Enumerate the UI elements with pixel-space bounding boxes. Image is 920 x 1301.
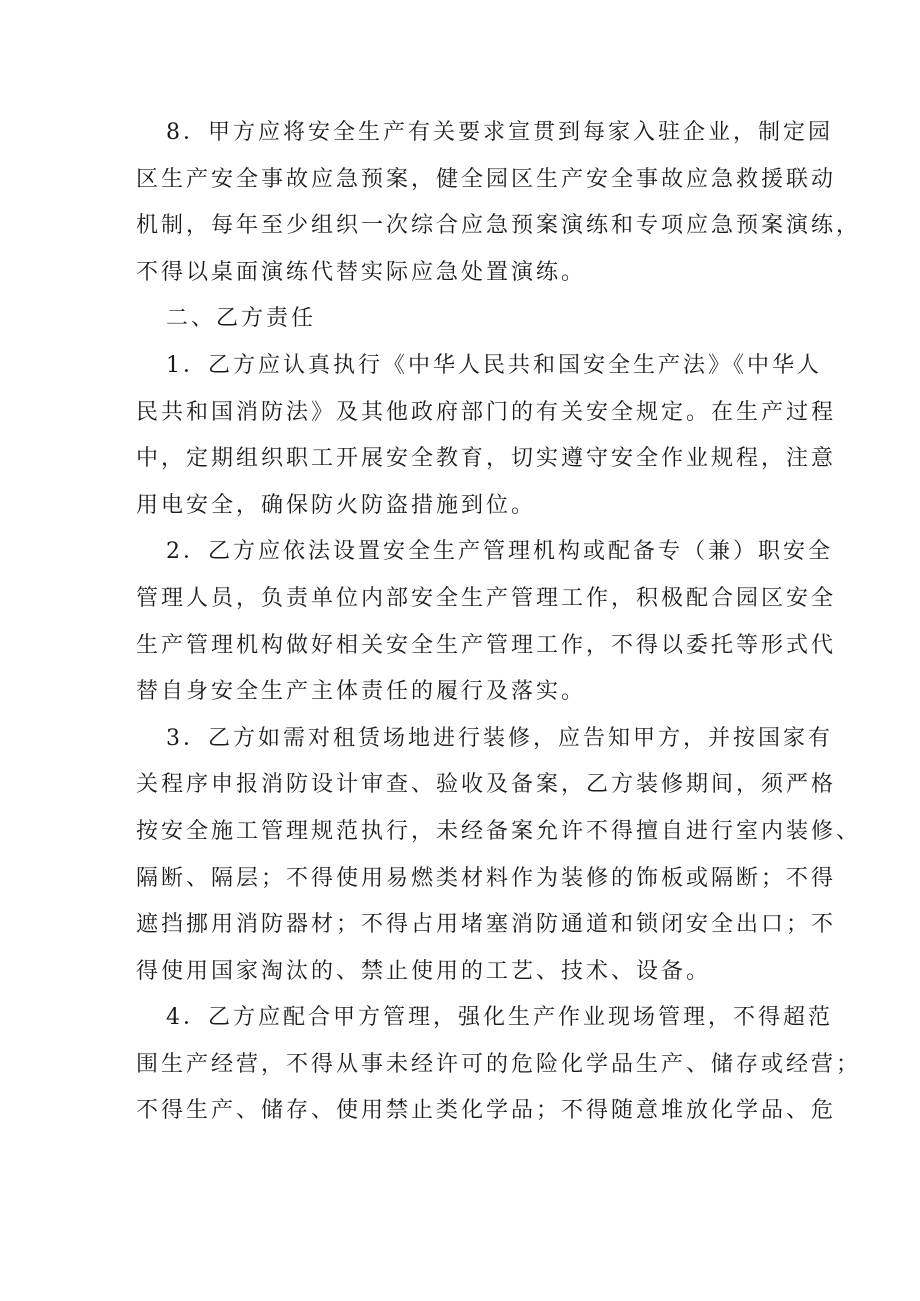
paragraph-line: 替自身安全生产主体责任的履行及落实。 — [136, 679, 587, 705]
paragraph-line: 8．甲方应将安全生产有关要求宣贯到每家入驻企业，制定园 — [166, 120, 833, 145]
section-title-party-b: 二、乙方责任 — [166, 306, 317, 332]
paragraph-line: 生产管理机构做好相关安全生产管理工作，不得以委托等形式代 — [136, 632, 837, 658]
paragraph-line: 机制，每年至少组织一次综合应急预案演练和专项应急预案演练， — [136, 213, 862, 239]
paragraph-line: 2．乙方应依法设置安全生产管理机构或配备专（兼）职安全 — [166, 539, 833, 565]
paragraph-line: 关程序申报消防设计审查、验收及备案，乙方装修期间，须严格 — [136, 772, 837, 798]
paragraph-line: 不得以桌面演练代替实际应急处置演练。 — [136, 259, 587, 285]
paragraph-line: 4．乙方应配合甲方管理，强化生产作业现场管理，不得超范 — [166, 1005, 833, 1031]
paragraph-8 — [136, 110, 862, 296]
paragraph-line: 得使用国家淘汰的、禁止使用的工艺、技术、设备。 — [136, 958, 712, 984]
paragraph-line: 按安全施工管理规范执行，未经备案允许不得擅自进行室内装修、 — [136, 818, 862, 844]
paragraph-line: 中，定期组织职工开展安全教育，切实遵守安全作业规程，注意 — [136, 446, 837, 472]
paragraph-line: 隔断、隔层；不得使用易燃类材料作为装修的饰板或隔断；不得 — [136, 865, 837, 891]
paragraph-line: 用电安全，确保防火防盗措施到位。 — [136, 492, 537, 518]
item-2 — [136, 529, 837, 715]
paragraph-line: 民共和国消防法》及其他政府部门的有关安全规定。在生产过程 — [136, 399, 837, 425]
document-page — [136, 110, 862, 1135]
paragraph-line: 管理人员，负责单位内部安全生产管理工作，积极配合园区安全 — [136, 585, 837, 611]
item-3 — [136, 716, 862, 996]
paragraph-line: 遮挡挪用消防器材；不得占用堵塞消防通道和锁闭安全出口；不 — [136, 912, 837, 938]
item-4 — [136, 995, 862, 1135]
paragraph-line: 围生产经营，不得从事未经许可的危险化学品生产、储存或经营； — [136, 1051, 862, 1077]
paragraph-line: 区生产安全事故应急预案，健全园区生产安全事故应急救援联动 — [136, 166, 837, 192]
paragraph-line: 1．乙方应认真执行《中华人民共和国安全生产法》《中华人 — [166, 352, 822, 378]
paragraph-line: 3．乙方如需对租赁场地进行装修，应告知甲方，并按国家有 — [166, 725, 833, 751]
paragraph-line: 不得生产、储存、使用禁止类化学品；不得随意堆放化学品、危 — [136, 1098, 837, 1124]
item-1 — [136, 343, 837, 529]
